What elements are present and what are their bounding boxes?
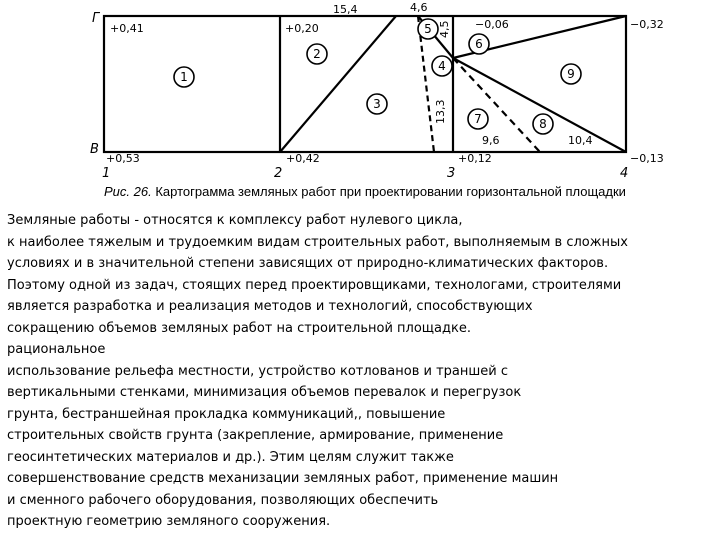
value-bottom-right: −0,13: [630, 152, 664, 165]
column-label-2: 2: [274, 166, 283, 180]
value-bottom-zero-1: 9,6: [482, 134, 500, 147]
value-bottom-left: +0,53: [106, 152, 140, 165]
paragraph-line: рациональное: [7, 342, 106, 357]
paragraph-line: совершенствование средств механизации земляных работ, применение машин: [7, 471, 559, 486]
paragraph-line: является разработка и реализация методов и технологий, способствующих: [7, 299, 533, 314]
value-top-left: +0,41: [110, 22, 144, 35]
paragraph-line: условиях и в значительной степени зависящих от природно-климатических факторов.: [7, 256, 609, 271]
value-top-right: −0,32: [630, 18, 664, 31]
body-paragraph: [7, 210, 717, 533]
value-side-1: 4,5: [438, 20, 451, 38]
region-number-6: 6: [475, 37, 483, 51]
region-number-9: 9: [567, 67, 575, 81]
value-bottom-zero-2: 10,4: [568, 134, 593, 147]
figure-caption-label: Рис. 26.: [104, 184, 152, 199]
corner-label-top-left: Г: [92, 11, 100, 26]
column-label-4: 4: [620, 166, 629, 180]
corner-label-bottom-left: В: [90, 142, 99, 157]
value-top-zero-1: 15,4: [333, 3, 358, 16]
fan-line-bottom: [453, 58, 626, 152]
paragraph-line: и сменного рабочего оборудования, позволяющих обеспечить: [7, 492, 439, 508]
column-label-1: 1: [102, 166, 111, 180]
paragraph-line: Поэтому одной из задач, стоящих перед проектировщиками, технологами, строителями: [7, 277, 622, 293]
value-top-2: +0,20: [285, 22, 319, 35]
value-bottom-2: +0,42: [286, 152, 320, 165]
paragraph-line: сокращению объемов земляных работ на строительной площадке.: [7, 320, 471, 336]
region-number-1: 1: [180, 70, 188, 84]
region-number-2: 2: [313, 47, 321, 61]
value-top-zero-2: 4,6: [410, 1, 428, 14]
column-label-3: 3: [447, 166, 456, 180]
value-side-2: 13,3: [434, 99, 447, 124]
region-number-5: 5: [424, 22, 432, 36]
value-bottom-3: +0,12: [458, 152, 492, 165]
figure-caption: [104, 184, 720, 199]
paragraph-line: использование рельефа местности, устройство котлованов и траншей с: [7, 363, 508, 379]
earthwork-cartogram-figure: [0, 0, 720, 180]
value-top-3: −0,06: [475, 18, 509, 31]
region-number-8: 8: [539, 117, 547, 131]
region-number-3: 3: [373, 97, 381, 111]
paragraph-line: грунта, бестраншейная прокладка коммуникаций,, повышение: [7, 406, 446, 422]
region-number-7: 7: [474, 112, 482, 126]
zero-line-2-3: [280, 16, 396, 152]
paragraph-line: Земляные работы - относятся к комплексу работ нулевого цикла,: [7, 213, 463, 228]
figure-caption-text: Картограмма земляных работ при проектировании горизонтальной площадки: [155, 184, 626, 199]
paragraph-line: к наиболее тяжелым и трудоемким видам строительных работ, выполняемым в сложных: [7, 234, 628, 250]
paragraph-line: геосинтетических материалов и др.). Этим целям служит также: [7, 449, 454, 465]
paragraph-line: строительных свойств грунта (закрепление, армирование, применение: [7, 428, 504, 443]
paragraph-line: проектную геометрию земляного сооружения.: [7, 514, 331, 529]
paragraph-line: вертикальными стенками, минимизация объемов перевалок и перегрузок: [7, 385, 522, 400]
region-number-4: 4: [438, 59, 446, 73]
